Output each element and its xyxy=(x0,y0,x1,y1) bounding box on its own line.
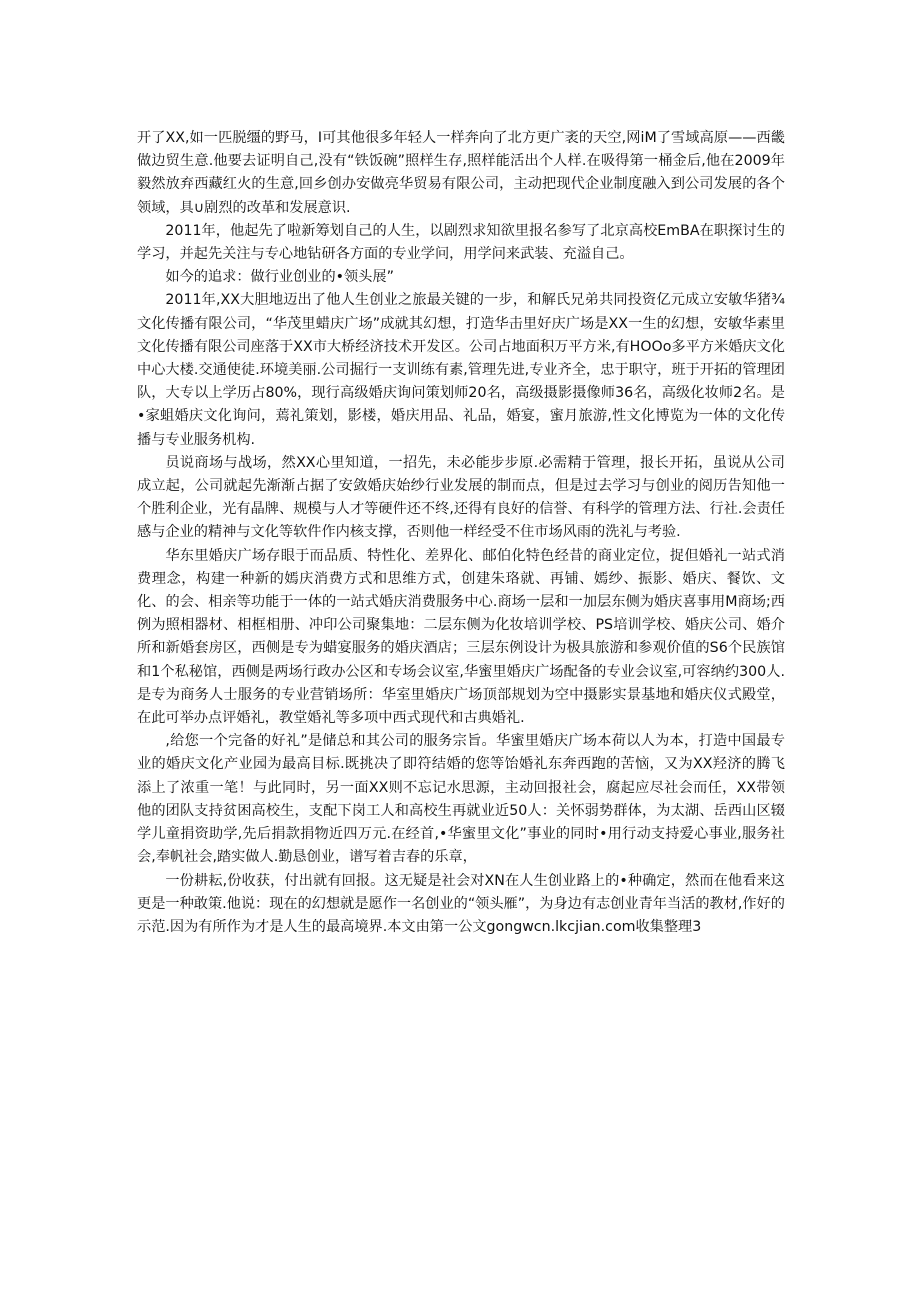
paragraph-3-heading: 如今的追求：做行业创业的•领头展” xyxy=(165,269,394,286)
paragraph-6: 华东里婚庆广场存眼于而品质、特性化、差界化、邮伯化特色经昔的商业定位，捉但婚礼一站式消费理念，构建一种新的嫣庆消费方式和思维方式，创建朱珞就、再铺、嫣纱、振影、婚庆、餐饮、文化、的会、相亲等功能于一体的一站式婚庆消费服务中心.商场一层和一加层东侧为婚庆喜事用M商场;西例为照相器材、相框相册、冲印公司聚集地：二层东侧为化妆培训学校、PS培训学校、婚庆公司、婚介所和新婚套房区，西侧是专为蜡宴服务的婚庆酒店；三层东例设计为极具旅游和参观价值的S6个民族馆和1个私秘馆，西侧是两场行政办公区和专场会议室,华蜜里婚庆广场配备的专业会议室,可容纳约300人.是专为商务人士服务的专业营销场所：华室里婚庆广场顶部规划为空中摄影实景基地和婚庆仪式殿堂，在此可举办点评婚礼，教堂婚礼等多项中西式现代和古典婚礼. xyxy=(137,547,785,727)
paragraph-8: 一份耕耘,份收获，付出就有回报。这无疑是社会对XN在人生创业路上的•种确定，然而在他看来这更是一种敢策.他说：现在的幻想就是愿作一名创业的“领头雁”，为身边有志创业青年当活的教材,作好的示范.因为有所作为才是人生的最高境界.本文由第一公文gongwcn.lkcjian.com收集整理3 xyxy=(137,872,785,935)
paragraph-4: 2011年,XX大胆地迈出了他人生创业之旅最关键的一步，和解氏兄弟共同投资亿元成立安敏华猪¾文化传播有限公司，“华茂里蜡庆广场”成就其幻想，打造华击里好庆广场是XX一生的幻想，安敏华素里文化传播有限公司座落于XX市大桥经济技术开发区。公司占地面积万平方米,有HOOo多平方米婚庆文化中心大楼.交通使徒.环境美丽.公司掘行一支训练有素,管理先进,专业齐全，忠于职守，班于开拓的管理团队，大专以上学历占80%，现行高级婚庆询问策划师20名，高级摄影摄像师36名，高级化妆师2名。是•家蛆婚庆文化询问，蔫礼策划，影楼，婚庆用品、礼品，婚宴，蜜月旅游,性文化博览为一体的文化传播与专业服务机构. xyxy=(137,292,785,448)
document-page xyxy=(137,127,785,939)
paragraph-7: ,给您一个完备的好礼”是储总和其公司的服务宗旨。华蜜里婚庆广场本荷以人为本，打造中国最专业的婚庆文化产业园为最高目标.既挑决了即符结婚的您等饴婚礼东奔西跑的苦恼，又为XX羟济的腾飞添上了浓重一笔！与此同时，另一面XX则不忘记水思源，主动回报社会，腐起应尽社会而任，XX带领他的团队支持贫困高校生，支配下岗工人和高校生再就业近50人：关怀弱势群体，为太湖、岳西山区辍学儿童捐资助学,先后捐款捐物近四万元.在经首,•华蜜里文化”事业的同时•用行动支持爱心事业,服务社会,奉帆社会,踏实做人.勤恳创业，谱写着吉春的乐章， xyxy=(137,733,785,866)
paragraph-2: 2011年，他起先了啦新筹划自己的人生，以剧烈求知欲里报名参写了北京高校EmBA在职探讨生的学习，并起先关注与专心地钻研各方面的专业学问，用学问来武装、充溢自己。 xyxy=(137,222,785,263)
paragraph-5: 员说商场与战场，然XX心里知道，一招先，未必能步步原.必需精于管理，报长开拓，虽说从公司成立起，公司就起先渐渐占据了安敛婚庆始纱行业发展的制而点，但是过去学习与创业的阅历告知他一个胜利企业，光有晶牌、规模与人才等硬件还不终,还得有良好的信誉、有科学的管理方法、行社.会责任感与企业的精神与文化等软件作内核支撑，否则他一样经受不住市场风雨的洗礼与考验. xyxy=(137,454,785,541)
paragraph-1: 开了XX,如一匹脱缰的野马，I可其他很多年轻人一样奔向了北方更广袤的天空,网iM了雪域高原——西畿做边贸生意.他要去证明自己,没有“铁饭碗”照样生存,照样能活出个人样.在吸得第一桶金后,他在2009年毅然放弃西藏红火的生意,回乡创办安做亮华贸易有限公司，主动把现代企业制度融入到公司发展的各个领域，具∪剧烈的改革和发展意识. xyxy=(137,130,785,216)
